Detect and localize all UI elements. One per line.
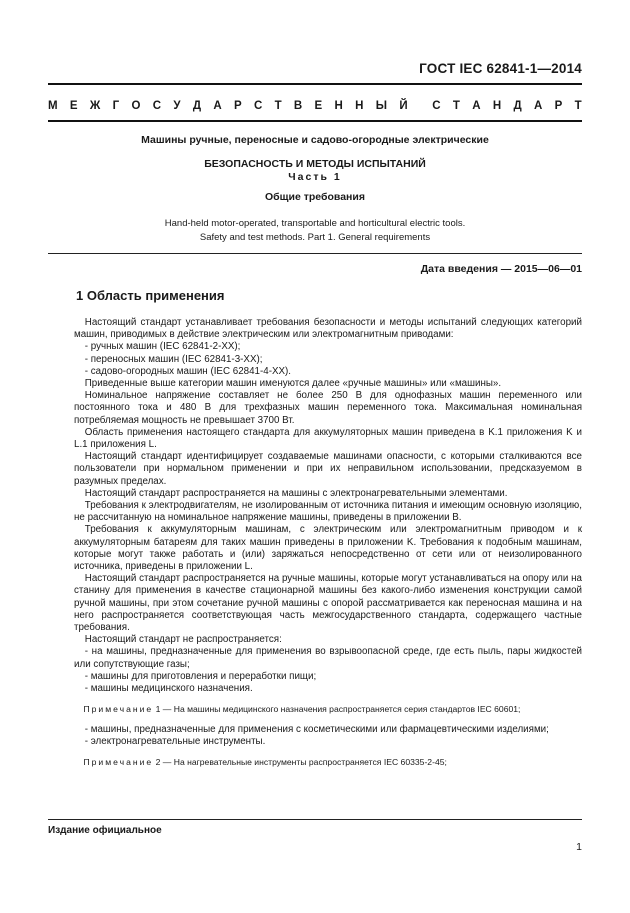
paragraph: Требования к аккумуляторным машинам, с электрическим или электромагнитным приводом и к аккумуляторным батареям для таких машин приведены в приложении K. Требования к подобным машинам, которые могут также работать и (или) заряжаться непосредственно от сети или от неизолированного источника, приведены в приложении L. bbox=[74, 524, 582, 573]
paragraph: Настоящий стандарт идентифицирует создаваемые машинами опасности, с которыми сталкиваются все пользователи при нормальном применении и при их неправильном использовании, предсказуемом в разумных пределах. bbox=[74, 451, 582, 487]
banner-letter: У bbox=[173, 100, 181, 112]
english-title-line: Hand-held motor-operated, transportable and horticultural electric tools. bbox=[164, 218, 466, 229]
standard-banner bbox=[48, 100, 582, 112]
list-item: - машины для приготовления и переработки пищи; bbox=[84, 670, 317, 682]
banner-letter: С bbox=[152, 100, 162, 112]
note-1 bbox=[74, 703, 582, 715]
banner-rule bbox=[48, 120, 582, 122]
banner-letter: А bbox=[472, 100, 481, 112]
banner-letter: Т bbox=[574, 100, 582, 112]
paragraph: Настоящий стандарт распространяется на машины с электронагревательными элементами. bbox=[84, 487, 508, 499]
paragraph: Требования к электродвигателям, не изолированным от источника питания и имеющим основную изоляцию, не рассчитанную на номинальное напряжение машины, приведены в приложении B. bbox=[74, 500, 582, 524]
header-rule bbox=[48, 83, 582, 85]
banner-letter: Ы bbox=[375, 100, 388, 112]
introduction-date: Дата введения — 2015—06—01 bbox=[420, 263, 582, 275]
banner-letter: Т bbox=[274, 100, 282, 112]
paragraph: Приведенные выше категории машин именуются далее «ручные машины» или «машины». bbox=[84, 378, 502, 390]
banner-letter: Н bbox=[492, 100, 502, 112]
standard-code: ГОСТ IEC 62841-1—2014 bbox=[419, 61, 582, 76]
document-part-title: Общие требования bbox=[265, 191, 365, 203]
banner-letter: Р bbox=[233, 100, 242, 112]
banner-letter: Е bbox=[69, 100, 78, 112]
paragraph: Настоящий стандарт распространяется на ручные машины, которые могут устанавливаться на опору или на станину для применения в качестве стационарной машины без какого-либо изменения конструкции самой ручной машины, при этом сочетание ручной машины с опорой рассматривается как переносная машина и на него распространяется соответствующая часть межгосударственного стандарта, содержащего частные требования. bbox=[74, 573, 582, 634]
list-item: - машины медицинского назначения. bbox=[84, 683, 253, 695]
section-heading: 1 Область применения bbox=[76, 288, 225, 303]
note-label: Примечание bbox=[83, 756, 154, 767]
banner-letter: С bbox=[253, 100, 263, 112]
banner-letter: Г bbox=[112, 100, 120, 112]
document-subtitle: БЕЗОПАСНОСТЬ И МЕТОДЫ ИСПЫТАНИЙ bbox=[204, 158, 426, 170]
banner-letter: Д bbox=[192, 100, 202, 112]
note-text: 2 — На нагревательные инструменты распространяется IEC 60335-2-45; bbox=[153, 756, 447, 767]
edition-label: Издание официальное bbox=[48, 825, 162, 836]
list-item: - на машины, предназначенные для применения во взрывоопасной среде, где есть пыль, пары жидкостей или сопутствующие газы; bbox=[74, 646, 582, 670]
banner-letter: А bbox=[533, 100, 543, 112]
banner-letter: Д bbox=[513, 100, 522, 112]
footer-rule bbox=[48, 819, 582, 820]
page-number: 1 bbox=[576, 841, 582, 853]
paragraph: Настоящий стандарт устанавливает требования безопасности и методы испытаний следующих категорий машин, приводимых в действие электрическим или электромагнитным приводами: bbox=[74, 317, 582, 341]
note-text: 1 — На машины медицинского назначения распространяется серия стандартов IEC 60601; bbox=[153, 704, 521, 715]
banner-letter: С bbox=[432, 100, 441, 112]
note-label: Примечание bbox=[83, 704, 154, 715]
list-item: - садово-огородных машин (IEC 62841-4-XX). bbox=[84, 365, 292, 377]
banner-letter: А bbox=[213, 100, 222, 112]
document-title: Машины ручные, переносные и садово-огородные электрические bbox=[141, 134, 489, 146]
banner-letter: Ж bbox=[89, 100, 101, 112]
english-title-line: Safety and test methods. Part 1. General requirements bbox=[199, 232, 431, 243]
list-item: - переносных машин (IEC 62841-3-XX); bbox=[84, 353, 263, 365]
banner-letter: М bbox=[48, 100, 58, 112]
english-title bbox=[48, 217, 582, 245]
banner-letter: Н bbox=[355, 100, 364, 112]
title-rule bbox=[48, 253, 582, 254]
banner-letter: В bbox=[293, 100, 303, 112]
paragraph: Номинальное напряжение составляет не более 250 В для однофазных машин переменного или постоянного тока и 480 В для трехфазных машин переменного тока. Максимальная номинальная потребляемая мощность не превышает 3700 Вт. bbox=[74, 390, 582, 426]
banner-letter: Т bbox=[452, 100, 460, 112]
list-item: - ручных машин (IEC 62841-2-XX); bbox=[84, 341, 241, 353]
paragraph: Настоящий стандарт не распространяется: bbox=[84, 634, 282, 646]
document-part: Часть 1 bbox=[288, 171, 342, 183]
banner-letter: Р bbox=[554, 100, 563, 112]
section-body bbox=[74, 317, 582, 776]
banner-letter: Н bbox=[334, 100, 343, 112]
banner-letter: Й bbox=[399, 100, 408, 112]
list-item: - машины, предназначенные для применения с косметическими или фармацевтическими изделиями; bbox=[84, 723, 549, 735]
banner-letter: Е bbox=[314, 100, 323, 112]
paragraph: Область применения настоящего стандарта для аккумуляторных машин приведена в K.1 приложения K и L.1 приложения L. bbox=[74, 426, 582, 451]
list-item: - электронагревательные инструменты. bbox=[84, 735, 266, 747]
note-2 bbox=[74, 756, 582, 768]
banner-letter: О bbox=[131, 100, 141, 112]
